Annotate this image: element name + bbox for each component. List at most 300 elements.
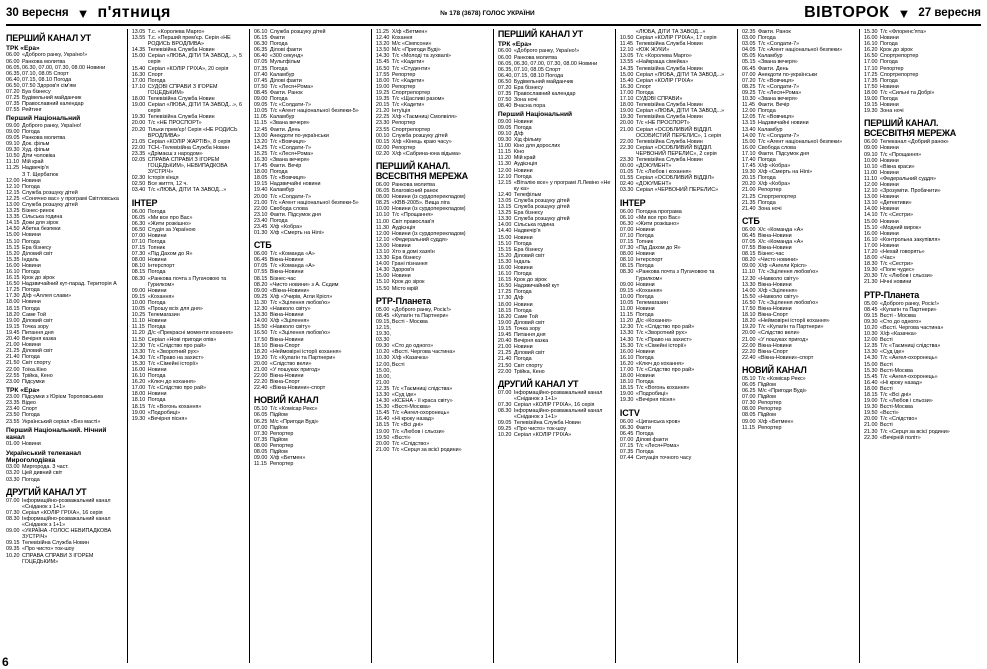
program-title: Т/с «Агент національної безпеки-5»: [269, 108, 359, 115]
program-time: 23.40: [253, 217, 268, 224]
program-time: 07.30: [497, 401, 512, 408]
program-time: 07.50: [497, 97, 512, 104]
program-time: 19.45: [497, 332, 512, 339]
program-title: Серіал «Нові пригоди опів»: [147, 336, 217, 343]
program-title: Т/с «Прощання»: [391, 212, 434, 219]
program-time: 09.10: [497, 130, 512, 137]
program-time: 16.50: [497, 283, 512, 290]
program-title: «Нехай говорять»: [879, 249, 925, 255]
program-title: Свобода слова: [757, 144, 796, 151]
program-time: 17.25: [863, 71, 878, 78]
program-time: 12.00: [863, 337, 878, 344]
program-title: Т/с «Агент національної безпеки»: [757, 138, 843, 145]
program-time: 12.10: [6, 183, 20, 190]
program-row: [6, 528, 124, 540]
program-time: 11.00: [619, 306, 634, 313]
program-title: «Вечірня пісня»: [635, 397, 676, 404]
program-time: 12.25: [6, 195, 20, 202]
program-time: 16.30: [253, 156, 268, 163]
program-time: 07.35: [619, 449, 634, 455]
program-time: 09.15: [863, 312, 878, 319]
program-time: 19.15: [253, 181, 268, 188]
program-time: 09.30: [497, 137, 512, 144]
program-row: [6, 477, 124, 483]
program-title: Погода: [147, 77, 166, 84]
program-time: 23.10: [253, 211, 268, 218]
program-time: 10.20: [6, 552, 20, 559]
program-title: Студія за Україною: [147, 226, 196, 233]
page-number: 6: [2, 655, 9, 669]
program-time: 13.00: [863, 194, 878, 201]
program-title: Погода: [147, 239, 166, 245]
columns-container: [6, 29, 981, 663]
program-title: Телевізійна Служба Новин: [22, 540, 89, 547]
guide-column: [371, 29, 493, 663]
program-title: Погода: [757, 175, 776, 182]
program-time: 22.00: [497, 368, 512, 375]
program-title: Т/с «Любов і сльози»: [879, 398, 933, 405]
program-title: «300 секунд»: [269, 53, 304, 60]
program-time: 07.30: [741, 400, 756, 407]
program-title: «Доброго ранку, Україно!»: [22, 52, 88, 59]
program-title: Інтерспорт: [147, 263, 175, 270]
program-time: 22.00: [619, 138, 634, 145]
program-time: 09.15: [6, 540, 20, 547]
channel-heading: НОВИЙ КАНАЛ: [253, 395, 319, 406]
program-title: «Слідство вели»: [757, 330, 800, 337]
program-list: [864, 29, 978, 114]
program-title: Т/с «Комісар Рекс»: [757, 375, 806, 382]
program-time: 08.45: [253, 89, 268, 96]
program-title: «Зрозуміти. Пробачити»: [879, 188, 941, 195]
program-time: 11.25: [375, 29, 389, 35]
program-time: 15.10: [863, 224, 878, 231]
program-title: Серіал «КОЛІР ГРІХА», 20 серія: [147, 65, 229, 72]
program-title: «Про чисто» ток-шоу: [22, 546, 75, 553]
program-title: Новини: [879, 102, 899, 109]
program-time: 02.35: [741, 29, 756, 35]
program-title: Т/с «Зцілення любов'ю»: [269, 299, 331, 306]
program-title: Репортер: [391, 83, 416, 90]
program-title: М/с «Пригоди Вуді»: [757, 388, 807, 395]
program-title: Т/с «Зцілення любов'ю»: [757, 299, 819, 306]
program-time: 08.20: [253, 281, 268, 288]
program-time: 07.44: [619, 455, 634, 462]
program-title: Вікна-Новини: [269, 257, 304, 264]
program-title: Х/с «Команда «А»: [757, 239, 804, 245]
program-title: Ситуація точного часу: [635, 455, 692, 462]
program-time: 06.10: [253, 29, 268, 35]
program-title: Підйом: [757, 381, 776, 388]
program-title: Вікна-Новини: [269, 373, 304, 380]
program-title: «ЮЖ ЖУКИ»: [635, 47, 670, 54]
program-title: Т/с «Студенти»: [391, 65, 431, 72]
program-title: Топник: [635, 239, 654, 245]
program-time: 02.30: [131, 175, 146, 182]
program-time: 14.30: [375, 53, 390, 60]
program-title: «Звана вечеря»: [757, 59, 798, 66]
program-time: 19.30: [741, 169, 756, 176]
program-time: 15.45: [375, 59, 390, 66]
program-time: 13.55: [131, 35, 146, 42]
program-time: 09.00: [6, 122, 20, 129]
program-title: Погода: [22, 305, 40, 312]
program-time: 19.45: [6, 329, 20, 336]
program-row: [376, 151, 490, 157]
program-time: 07.55: [6, 107, 20, 114]
program-title: Служба розшуку дітей: [22, 189, 78, 196]
program-title: СПРАВА СПРАВИ З ІГОРЕМ ГОЦЕДЬКИМ»: [22, 552, 94, 565]
triangle-down-icon: ▼: [76, 5, 90, 21]
program-time: 19.00: [131, 102, 146, 109]
program-time: 15.40: [131, 65, 146, 72]
program-title: «Вєсті»: [391, 434, 411, 441]
program-list: [620, 209, 734, 404]
program-time: 07.35: [6, 101, 20, 108]
program-title: Телемагазин: [635, 299, 668, 306]
program-time: 11.30: [375, 224, 389, 231]
program-time: 08.45: [863, 306, 878, 313]
program-list: [376, 29, 490, 157]
program-title: Погода: [635, 293, 654, 300]
program-title: «Циганська кров»: [635, 418, 681, 425]
program-time: 05.00: [863, 300, 878, 307]
program-time: 23.30: [619, 156, 634, 163]
program-time: 16.50: [6, 281, 20, 288]
program-title: Новини: [513, 301, 533, 308]
program-title: Т/с «НЕ ПРОСПОРТ»: [147, 120, 202, 127]
program-time: 19.00: [619, 108, 634, 115]
program-time: 22.00: [253, 205, 268, 212]
program-time: 07.20: [497, 84, 512, 91]
program-time: 18.15: [863, 391, 878, 398]
program-time: 18.15: [375, 422, 390, 429]
program-time: 07.30: [619, 245, 634, 252]
program-time: 15.35: [6, 256, 20, 263]
program-row: [254, 461, 368, 467]
program-row: [376, 286, 490, 292]
program-list: [6, 394, 124, 424]
program-title: ТСН.-Телевізійна Служба Новин: [147, 144, 229, 151]
program-time: 23.00: [6, 394, 20, 401]
program-list: [6, 464, 124, 482]
program-time: 21.30: [863, 279, 878, 286]
program-title: Т/с «Молоді та зухвалі»: [391, 53, 452, 60]
program-time: 07.30: [253, 430, 268, 437]
program-title: Інтуїція: [391, 108, 411, 115]
program-title: Вікна-Новини: [269, 336, 304, 343]
program-title: Т/с «Солдати-7»: [757, 83, 800, 90]
program-time: 21.00: [741, 336, 756, 343]
program-title: Вікна-Новини: [757, 232, 792, 239]
program-title: Репортер: [269, 461, 294, 468]
program-row: [376, 319, 490, 343]
program-title: Все життя, 12 ч.: [147, 181, 188, 188]
program-time: 14.35: [131, 47, 146, 54]
program-time: 09.00: [497, 118, 512, 125]
program-list: [376, 307, 490, 453]
program-time: 20.00: [863, 416, 878, 423]
program-time: 19.00: [619, 391, 634, 398]
program-time: 14.15: [6, 220, 20, 227]
program-time: 09.05: [497, 124, 512, 131]
program-title: Телемагазин: [147, 312, 180, 319]
program-time: 09.00: [6, 128, 20, 135]
program-time: 12.15: [6, 189, 20, 196]
program-title: Новини: [22, 177, 41, 184]
program-title: Погода: [147, 373, 166, 380]
program-time: 17.50: [253, 336, 268, 343]
program-title: Відео: [22, 400, 36, 407]
program-list: [132, 209, 246, 422]
program-title: «ДОКУМЕНТ»: [635, 181, 672, 188]
program-time: 20.00: [619, 120, 634, 127]
program-title: Т/с «Вовчиця»: [757, 77, 794, 84]
program-title: Погода: [635, 449, 654, 455]
program-title: Телевізійна Служба Новин: [513, 420, 581, 427]
program-time: 20.30: [863, 273, 878, 280]
program-time: 00.15: [375, 138, 390, 145]
program-time: 07.35: [497, 91, 512, 98]
program-title: Рейтинг: [22, 107, 42, 114]
program-time: 17.00: [863, 242, 878, 249]
program-title: Т/с «Кадети»: [391, 102, 425, 109]
program-time: 17.00: [131, 385, 146, 392]
program-title: «Сто до одного»: [391, 343, 434, 350]
program-title: Погода: [22, 128, 40, 135]
program-title: «Кулагін та Партнери»: [879, 306, 937, 313]
program-time: 10.20: [375, 349, 390, 356]
program-title: Новини: [635, 306, 655, 313]
program-title: Т/с «Вовчиця»: [757, 114, 794, 121]
subchannel-heading: Український телеканал Мироголодівка: [6, 449, 82, 464]
program-time: 06.40,: [497, 72, 513, 79]
program-title: Т/с «Вогонь кохання»: [635, 385, 690, 392]
program-title: «Суд іде»: [391, 391, 417, 398]
program-title: Погода: [757, 156, 776, 163]
program-time: 09.00: [131, 287, 146, 294]
program-time: 13.30: [497, 216, 512, 223]
program-time: 06.00: [497, 54, 512, 61]
program-row: [6, 441, 124, 447]
program-title: Серіал «КОЛІР ГРІХА»: [513, 432, 572, 439]
channel-heading: РТР-Планета: [863, 289, 920, 300]
program-title: Надзвичайні новини: [757, 120, 809, 127]
channel-heading: ПЕРШИЙ КАНАЛ. ВСЕСВІТНЯ МЕРЕЖА: [375, 160, 468, 181]
program-title: Т/с «Агент національної безпеки»: [757, 47, 843, 54]
program-time: 23.55: [375, 126, 390, 133]
program-title: Крок до зірок: [22, 275, 55, 282]
program-row: [498, 432, 612, 438]
program-time: 17.50: [863, 83, 878, 90]
program-row: [864, 108, 978, 114]
program-title: Інтерспорт: [635, 257, 663, 264]
program-time: 08.00: [741, 406, 756, 413]
program-time: 18.10: [131, 397, 146, 404]
program-title: «Доброго ранку, Росіє!»: [879, 300, 940, 307]
program-title: «Навколо світу»: [269, 324, 311, 331]
program-time: 08.25: [375, 200, 390, 207]
program-title: Індаль: [513, 258, 531, 265]
program-title: Погода: [635, 379, 654, 386]
program-time: 16.10: [619, 354, 634, 361]
program-title: Надзвичайний кут: [513, 283, 560, 290]
program-title: Погода: [513, 356, 532, 363]
program-time: 10.50: [6, 153, 20, 160]
program-time: 02.20: [375, 150, 390, 157]
program-time: 13.15: [741, 120, 756, 127]
program-time: 15.30: [619, 342, 634, 349]
header-left-date: 30 вересня: [6, 7, 69, 19]
program-time: 16.50: [375, 65, 390, 72]
program-time: 18.15: [131, 403, 146, 410]
program-title: Кіно для дорослих: [513, 143, 561, 150]
program-time: 14.00: [375, 261, 390, 268]
program-time: 21.35: [741, 199, 756, 206]
program-title: «Доброго ранку, Україно!»: [513, 48, 580, 55]
program-time: 15.15: [6, 244, 20, 251]
program-time: 21.00: [863, 422, 878, 429]
program-title: Точка зору: [22, 323, 49, 330]
header-right: [804, 4, 981, 22]
program-title: Х/ф «Смерть на Нілі»: [269, 230, 325, 237]
program-title: Телефільм: [513, 191, 542, 198]
program-time: 17.30: [6, 293, 20, 300]
program-list: [6, 52, 124, 113]
triangle-down-icon-right: ▼: [897, 5, 911, 21]
program-title: Вікна-Спорт: [269, 379, 300, 386]
program-title: «Вікна краси»: [879, 163, 915, 170]
program-time: 18.00: [863, 385, 878, 392]
program-row: [498, 369, 612, 375]
program-time: 09.15, 12.15, 19.30, 03.30: [375, 318, 391, 344]
program-title: Х/с «Команда «А»: [757, 226, 804, 233]
program-title: М/с «Пригоди Вуді»: [269, 418, 319, 425]
program-title: Індаль: [22, 256, 39, 263]
program-title: Православний календар: [22, 101, 84, 108]
program-time: 08.45: [375, 312, 390, 319]
program-time: 08.00: [131, 257, 146, 264]
program-title: Вікна-Новини: [757, 342, 792, 349]
program-time: 15.50: [375, 285, 390, 292]
program-time: 22.40: [253, 385, 268, 392]
program-title: Каламбур: [269, 114, 295, 121]
program-title: Погода: [22, 287, 40, 294]
program-title: Сільська година: [513, 222, 555, 229]
program-time: 15.20: [497, 252, 512, 259]
program-time: 07.05: [253, 59, 268, 66]
program-time: 15.30: [863, 367, 878, 374]
program-time: 23.30: [375, 120, 390, 127]
program-time: 12.00: [6, 177, 20, 184]
program-title: Новини: [635, 251, 655, 258]
program-title: Серіал «ОСОБЛИВИЙ ВІДДІЛ. ОСОБИСТИЙ ПЕРЕЛИС», 1 серія: [635, 126, 722, 139]
program-title: «Кохання»: [147, 293, 175, 300]
program-title: Т/с «Слідство»: [391, 440, 430, 447]
program-title: «Подробиці»: [635, 391, 669, 398]
program-time: 17.10: [863, 65, 878, 72]
program-title: Доки для зірок: [22, 220, 59, 227]
program-time: 08.15: [741, 251, 756, 258]
program-title: Х/ф «Казачка»: [391, 355, 429, 362]
program-row: [864, 435, 978, 441]
program-title: Х/ф «Кінець краю часу»: [391, 138, 452, 145]
program-time: 17.00: [131, 77, 146, 84]
program-title: Новини: [879, 230, 899, 237]
program-title: Ранкова молитва: [22, 134, 66, 141]
program-time: 06.50,: [6, 82, 21, 89]
program-title: Т/с «Зворотний рух»: [147, 348, 200, 355]
program-title: Новини: [879, 218, 899, 225]
program-title: Т/с «Сімейні історії»: [147, 360, 199, 367]
program-time: 06.35,: [497, 66, 513, 73]
program-title: Історія кінця: [147, 175, 179, 182]
guide-column: [859, 29, 981, 663]
program-time: 14.30: [375, 398, 390, 405]
program-title: Факти. Підсумок дня: [757, 150, 810, 157]
program-title: Ера бізнесу: [513, 246, 544, 253]
program-time: 07.00: [619, 436, 634, 443]
program-title: М/с «Сімпсони»: [391, 41, 432, 48]
program-time: 20.00: [253, 360, 268, 367]
program-time: 16.10: [6, 269, 20, 275]
program-time: 08.05: [741, 412, 756, 419]
program-title: Вікна-Новини: [269, 269, 304, 276]
program-time: 10.20: [863, 324, 878, 331]
program-time: 14.00: [497, 222, 512, 229]
program-time: 15.00: [619, 71, 634, 78]
program-title: «Ні кроку назад»: [879, 379, 923, 386]
channel-heading: НОВИЙ КАНАЛ: [741, 364, 807, 375]
program-time: 14.00: [741, 132, 756, 139]
program-title: Т.с. «Королева Марго»: [147, 29, 205, 35]
program-time: 19.50: [863, 410, 878, 417]
program-title: Кохання: [391, 35, 413, 42]
program-time: 14.30: [619, 336, 634, 343]
program-time: 21.00: [741, 187, 756, 194]
program-time: 14.25: [253, 144, 268, 151]
program-list: [6, 498, 124, 565]
program-time: 06.30: [131, 220, 146, 227]
program-title: Погода: [147, 299, 166, 306]
program-time: 05.10: [253, 406, 268, 413]
program-title: Новини: [22, 441, 41, 448]
program-time: 07.35: [253, 436, 268, 443]
program-time: 09.05: [6, 134, 20, 141]
channel-heading: ПЕРШИЙ КАНАЛ УТ: [497, 29, 583, 39]
program-title: Погода: [147, 324, 166, 331]
program-time: 23.40: [6, 406, 20, 413]
program-title: Служба розшуку дітей: [269, 29, 326, 35]
program-time: 13.30: [375, 391, 390, 398]
program-row: [132, 84, 246, 96]
program-time: 13.10: [863, 200, 878, 207]
program-time: 09.00: [253, 287, 268, 294]
program-time: 12.10: [863, 188, 878, 195]
program-title: Новини: [391, 242, 411, 249]
program-time: 09.25: [497, 426, 512, 433]
program-title: Т/с «Сімейні історії»: [635, 342, 687, 349]
program-title: Інформаційно-розважальний канал «Сніданок з 1+1»: [513, 407, 603, 421]
channel-heading: ІНТЕР: [619, 197, 646, 208]
program-time: 12.10: [375, 236, 390, 243]
program-time: 07.00: [619, 226, 634, 233]
program-time: 10.05: [131, 306, 146, 313]
program-time: 14.00: [253, 318, 268, 325]
program-list: [6, 123, 124, 300]
guide-column: [737, 29, 859, 663]
program-title: Спортрепортер: [391, 89, 431, 96]
